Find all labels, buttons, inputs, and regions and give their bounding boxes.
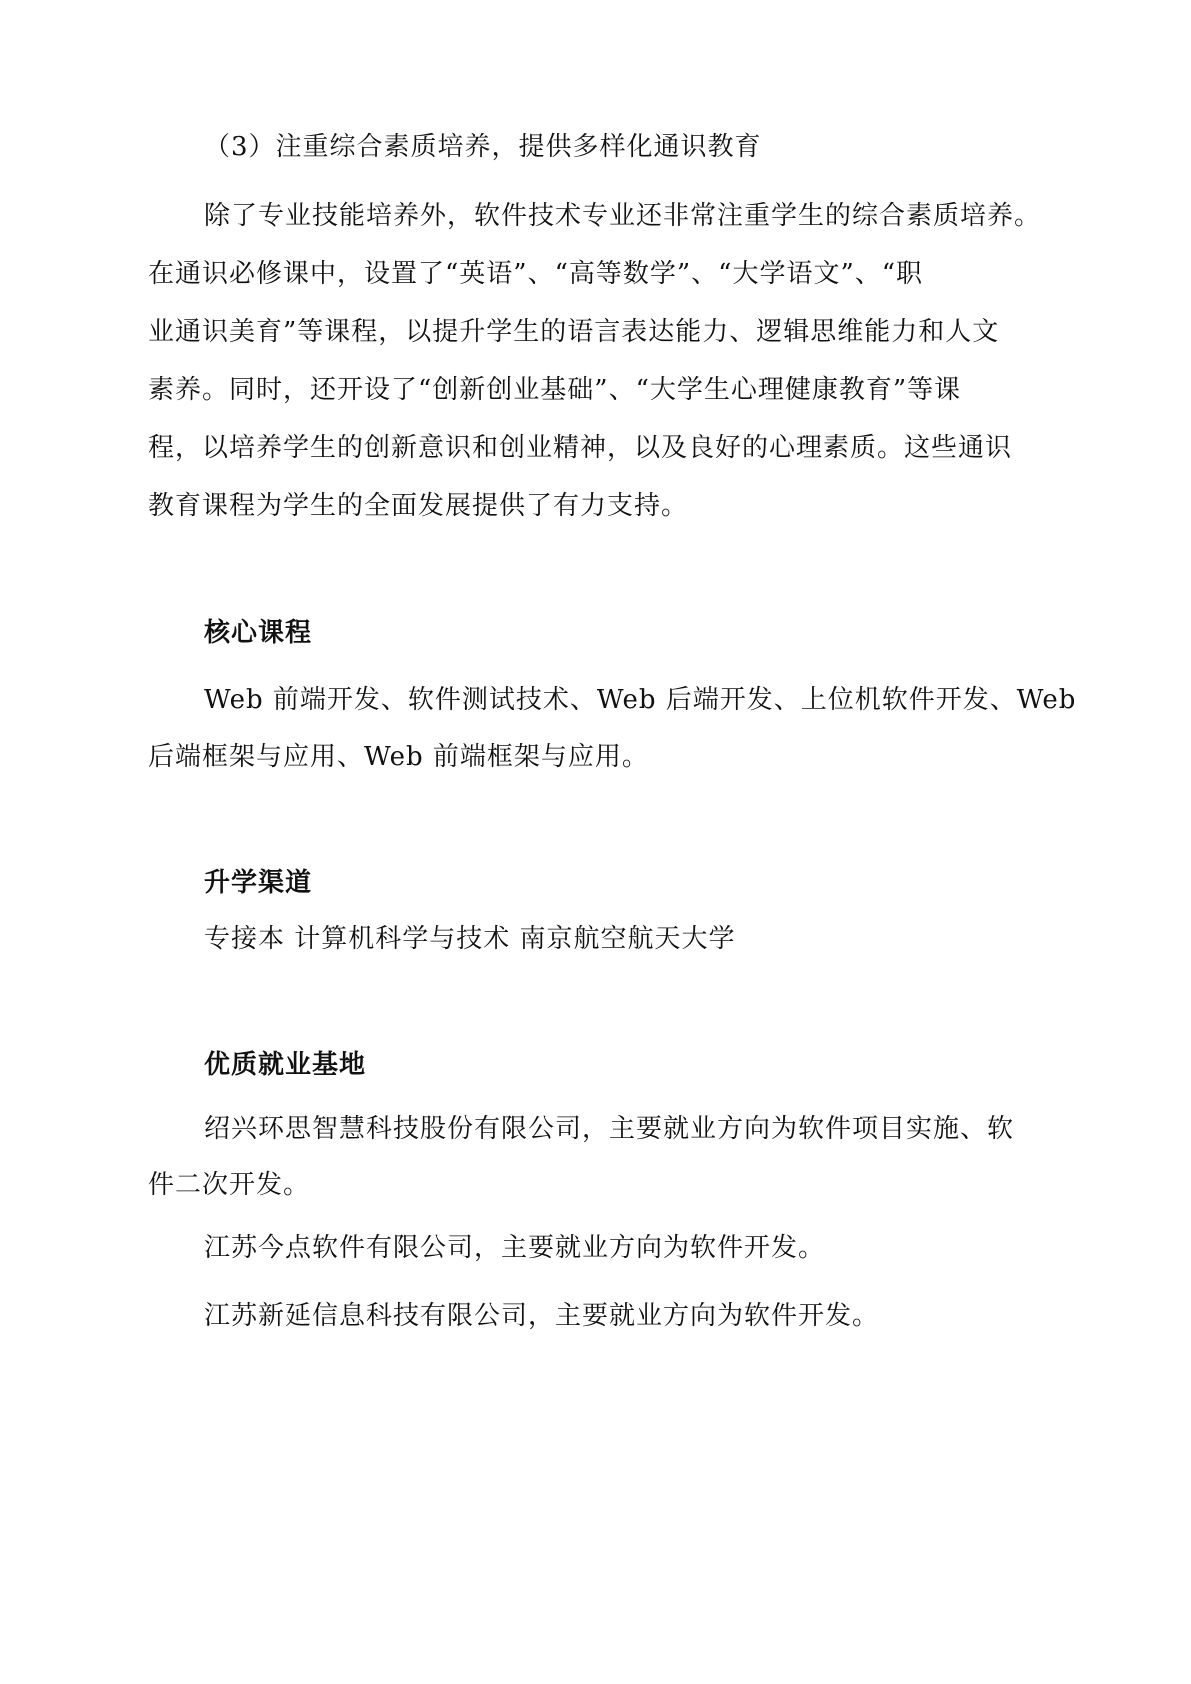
company-line: 江苏今点软件有限公司，主要就业方向为软件开发。 <box>204 1233 826 1263</box>
paragraph-line: 素养。同时，还开设了“创新创业基础”、“大学生心理健康教育”等课 <box>148 375 962 405</box>
core-courses-line: Web 前端开发、软件测试技术、Web 后端开发、上位机软件开发、Web <box>204 685 1077 715</box>
employment-heading: 优质就业基地 <box>204 1050 367 1080</box>
section-3-title: （3）注重综合素质培养，提供多样化通识教育 <box>204 132 762 162</box>
core-courses-line: 后端框架与应用、Web 前端框架与应用。 <box>148 742 649 772</box>
company-line: 件二次开发。 <box>148 1170 311 1200</box>
further-study-text: 专接本 计算机科学与技术 南京航空航天大学 <box>204 924 736 954</box>
paragraph-line: 程，以培养学生的创新意识和创业精神，以及良好的心理素质。这些通识 <box>148 433 1013 463</box>
company-line: 绍兴环思智慧科技股份有限公司，主要就业方向为软件项目实施、软 <box>204 1114 1015 1144</box>
paragraph-line: 除了专业技能培养外，软件技术专业还非常注重学生的综合素质培养。 <box>204 201 1042 231</box>
paragraph-line: 教育课程为学生的全面发展提供了有力支持。 <box>148 491 689 521</box>
paragraph-line: 在通识必修课中，设置了“英语”、“高等数学”、“大学语文”、“职 <box>148 259 924 289</box>
company-line: 江苏新延信息科技有限公司，主要就业方向为软件开发。 <box>204 1301 880 1331</box>
further-study-heading: 升学渠道 <box>204 868 313 898</box>
core-courses-heading: 核心课程 <box>204 618 313 648</box>
paragraph-line: 业通识美育”等课程，以提升学生的语言表达能力、逻辑思维能力和人文 <box>148 317 1000 347</box>
